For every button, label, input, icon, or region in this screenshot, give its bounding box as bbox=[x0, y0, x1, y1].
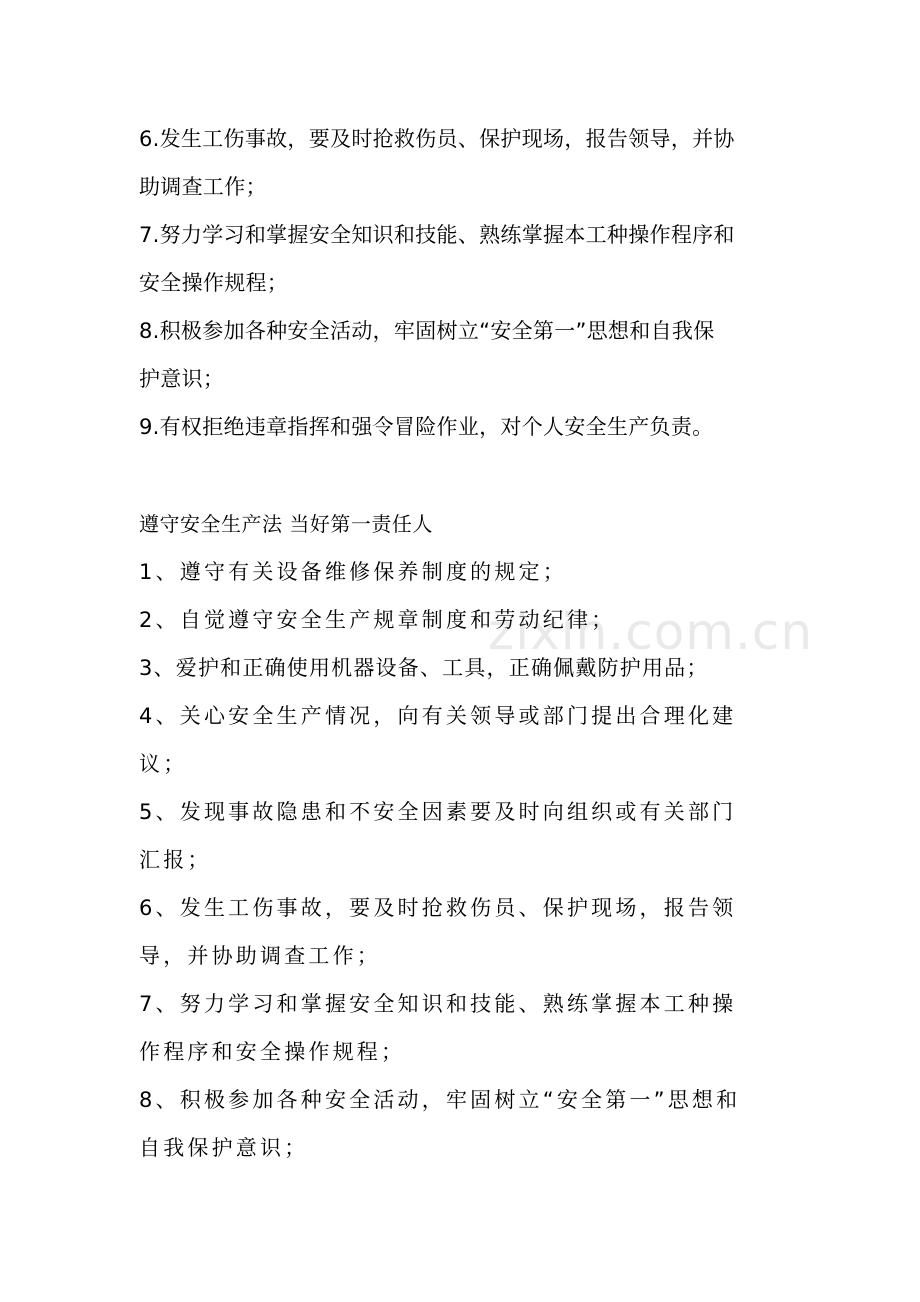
text-line: 6.发生工伤事故，要及时抢救伤员、保护现场，报告领导，并协 bbox=[139, 127, 735, 151]
list-item: 2、自觉遵守安全生产规章制度和劳动纪律； bbox=[139, 608, 616, 632]
list-item-continuation: 汇报； bbox=[139, 848, 212, 872]
list-item: 8、积极参加各种安全活动，牢固树立“安全第一”思想和 bbox=[139, 1088, 741, 1112]
list-item-continuation: 自我保护意识； bbox=[139, 1136, 309, 1160]
text-line: 8.积极参加各种安全活动，牢固树立“安全第一”思想和自我保 bbox=[139, 319, 715, 343]
list-item-continuation: 作程序和安全操作规程； bbox=[139, 1040, 406, 1064]
list-item: 3、爱护和正确使用机器设备、工具，正确佩戴防护用品； bbox=[139, 656, 709, 680]
list-item-continuation: 议； bbox=[139, 752, 188, 776]
list-item: 6、发生工伤事故，要及时抢救伤员、保护现场，报告领 bbox=[139, 896, 737, 920]
text-line: 安全操作规程； bbox=[139, 271, 289, 295]
list-item: 1、遵守有关设备维修保养制度的规定； bbox=[139, 560, 567, 584]
list-item: 7、努力学习和掌握安全知识和技能、熟练掌握本工种操 bbox=[139, 992, 737, 1016]
text-line: 助调查工作； bbox=[139, 175, 267, 199]
list-item: 4、关心安全生产情况，向有关领导或部门提出合理化建 bbox=[139, 704, 737, 728]
text-line: 护意识； bbox=[139, 367, 225, 391]
text-line: 9.有权拒绝违章指挥和强令冒险作业，对个人安全生产负责。 bbox=[139, 415, 714, 439]
list-item-continuation: 导，并协助调查工作； bbox=[139, 944, 381, 968]
list-item: 5、发现事故隐患和不安全因素要及时向组织或有关部门 bbox=[139, 800, 737, 824]
text-line: 7.努力学习和掌握安全知识和技能、熟练掌握本工种操作程序和 bbox=[139, 223, 735, 247]
watermark: zixin.com.cn bbox=[488, 603, 814, 661]
section-heading: 遵守安全生产法 当好第一责任人 bbox=[139, 512, 433, 536]
